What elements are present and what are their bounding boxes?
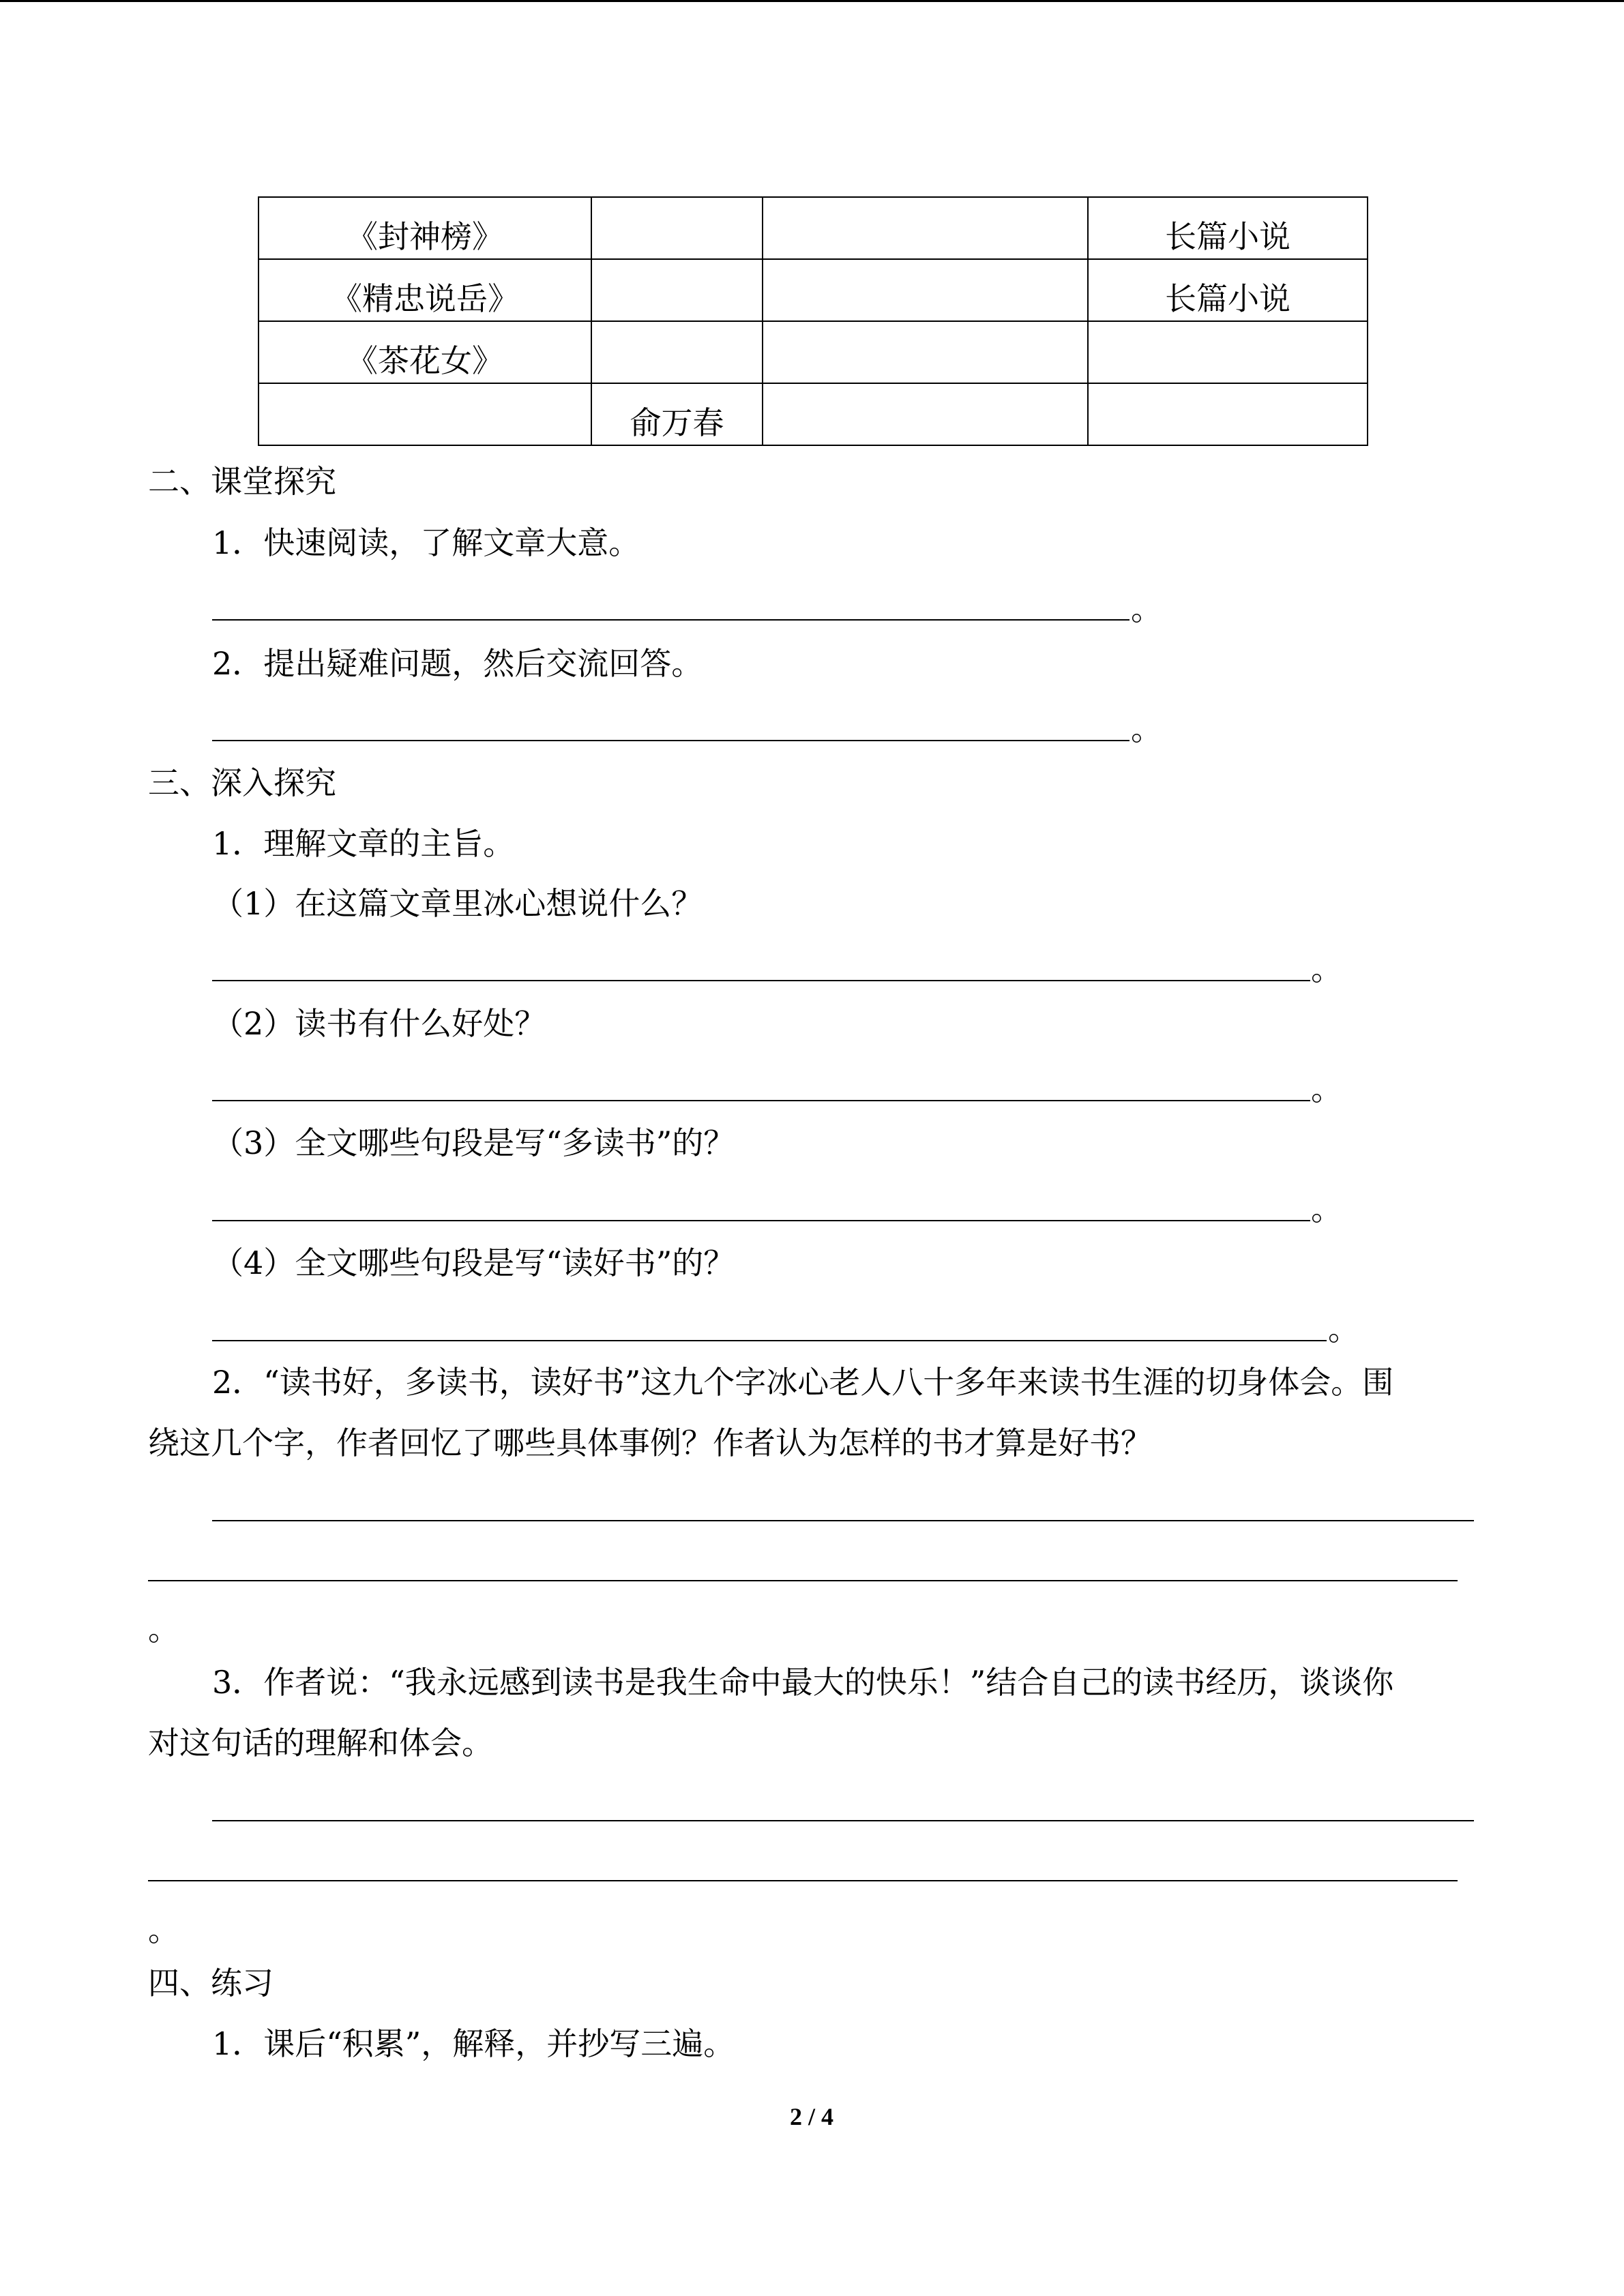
question-text: 绕这几个字，作者回忆了哪些具体事例？作者认为怎样的书才算是好书？ [148,1425,1152,1461]
table-cell [763,259,1088,321]
answer-line [212,1820,1474,1821]
table-row [259,383,1368,445]
table-cell [259,383,591,445]
book-info-table [258,196,1368,446]
question-text: 2．“读书好，多读书，读好书”这九个字冰心老人八十多年来读书生涯的切身体会。围 [212,1364,1394,1401]
table-cell: 俞万春 [591,383,763,445]
answer-period: 。 [148,1611,179,1648]
answer-period: 。 [1328,1311,1359,1347]
answer-period: 。 [1131,711,1162,747]
table-cell [1088,383,1368,445]
table-cell [1088,321,1368,383]
table-cell: 长篇小说 [1088,197,1368,259]
answer-line [212,619,1130,621]
page-number: 2 / 4 [790,2103,834,2130]
question-text: 1．快速阅读，了解文章大意。 [212,524,640,561]
answer-line [212,1100,1310,1101]
answer-period: 。 [1131,591,1162,627]
page-top-border [0,0,1624,2]
question-text: （3）全文哪些句段是写“多读书”的？ [212,1124,735,1161]
table-row [259,197,1368,259]
table-cell: 《茶花女》 [259,321,591,383]
table-cell [591,259,763,321]
section-heading: 二、课堂探究 [148,463,336,500]
table-cell [763,197,1088,259]
answer-line [212,1220,1310,1221]
question-text: （4）全文哪些句段是写“读好书”的？ [212,1244,735,1281]
table-cell [763,383,1088,445]
table-cell [591,321,763,383]
answer-line [148,1580,1458,1581]
answer-line [212,1340,1327,1341]
table-row [259,321,1368,383]
question-text: （1）在这篇文章里冰心想说什么？ [212,885,703,922]
answer-period: 。 [1311,1191,1342,1227]
answer-period: 。 [148,1911,179,1948]
section-heading: 四、练习 [148,1965,274,2001]
question-text: （2）读书有什么好处？ [212,1005,546,1042]
table-cell [591,197,763,259]
answer-line [212,740,1130,741]
table-cell: 《封神榜》 [259,197,591,259]
question-text: 1．课后“积累”，解释，并抄写三遍。 [212,2025,735,2062]
answer-period: 。 [1311,1071,1342,1107]
section-heading: 三、深入探究 [148,764,336,801]
answer-period: 。 [1311,951,1342,987]
answer-line [212,980,1310,981]
question-text: 2．提出疑难问题，然后交流回答。 [212,645,703,682]
answer-line [148,1880,1458,1881]
table-row [259,259,1368,321]
question-text: 3．作者说：“我永远感到读书是我生命中最大的快乐！”结合自己的读书经历，谈谈你 [212,1664,1394,1701]
table-cell [763,321,1088,383]
table-cell: 《精忠说岳》 [259,259,591,321]
question-text: 对这句话的理解和体会。 [148,1725,493,1761]
answer-line [212,1520,1474,1521]
question-text: 1．理解文章的主旨。 [212,825,515,862]
table-cell: 长篇小说 [1088,259,1368,321]
